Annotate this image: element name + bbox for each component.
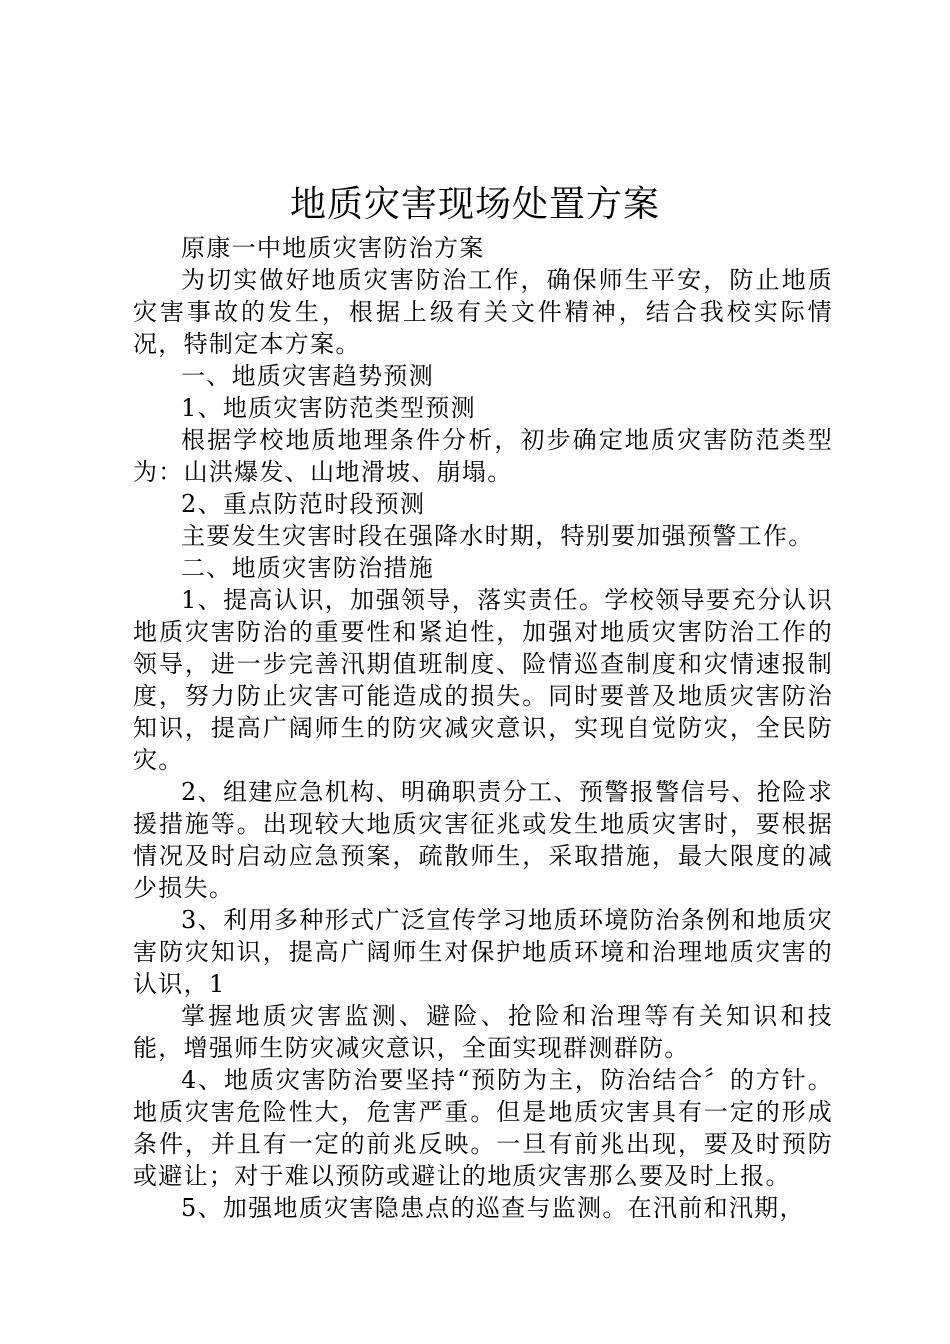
- paragraph-measure-4: 4、地质灾害防治要坚持“预防为主，防治结合〞的方针。地质灾害危险性大，危害严重。但是地质灾害具有一定的形成条件，并且有一定的前兆反映。一旦有前兆出现，要及时预防或避让；对于难以预防或避让的地质灾害那么要及时上报。: [133, 1066, 833, 1190]
- paragraph-measure-1: 1、提高认识，加强领导，落实责任。学校领导要充分认识地质灾害防治的重要性和紧迫性，加强对地质灾害防治工作的领导，进一步完善汛期值班制度、险情巡查制度和灾情速报制度，努力防止灾害可能造成的损失。同时要普及地质灾害防治知识，提高广阔师生的防灾减灾意识，实现自觉防灾，全民防灾。: [133, 586, 833, 774]
- paragraph-intro: 为切实做好地质灾害防治工作，确保师生平安，防止地质灾害事故的发生，根据上级有关文件精神，结合我校实际情况，特制定本方案。: [133, 266, 833, 358]
- heading-trend-prediction: 一、地质灾害趋势预测: [181, 362, 434, 390]
- document-title: 地质灾害现场处置方案: [289, 184, 660, 225]
- paragraph-measure-3-continued: 掌握地质灾害监测、避险、抢险和治理等有关知识和技能，增强师生防灾减灾意识，全面实现群测群防。: [133, 1002, 833, 1062]
- paragraph-school-plan: 原康一中地质灾害防治方案: [181, 234, 485, 262]
- heading-prevention-measures: 二、地质灾害防治措施: [181, 554, 434, 582]
- paragraph-measure-5: 5、加强地质灾害隐患点的巡查与监测。在汛前和汛期，: [181, 1194, 805, 1222]
- subheading-prevention-type: 1、地质灾害防范类型预测: [181, 394, 476, 422]
- paragraph-measure-3: 3、利用多种形式广泛宣传学习地质环境防治条例和地质灾害防灾知识，提高广阔师生对保护地质环境和治理地质灾害的认识，1: [133, 906, 833, 998]
- document-body: [133, 232, 833, 1224]
- paragraph-key-period: 主要发生灾害时段在强降水时期，特别要加强预警工作。: [181, 522, 814, 550]
- subheading-key-period: 2、重点防范时段预测: [181, 490, 426, 518]
- paragraph-prevention-type: 根据学校地质地理条件分析，初步确定地质灾害防范类型为：山洪爆发、山地滑坡、崩塌。: [133, 426, 833, 486]
- paragraph-measure-2: 2、组建应急机构、明确职责分工、预警报警信号、抢险求援措施等。出现较大地质灾害征兆或发生地质灾害时，要根据情况及时启动应急预案，疏散师生，采取措施，最大限度的减少损失。: [133, 778, 833, 902]
